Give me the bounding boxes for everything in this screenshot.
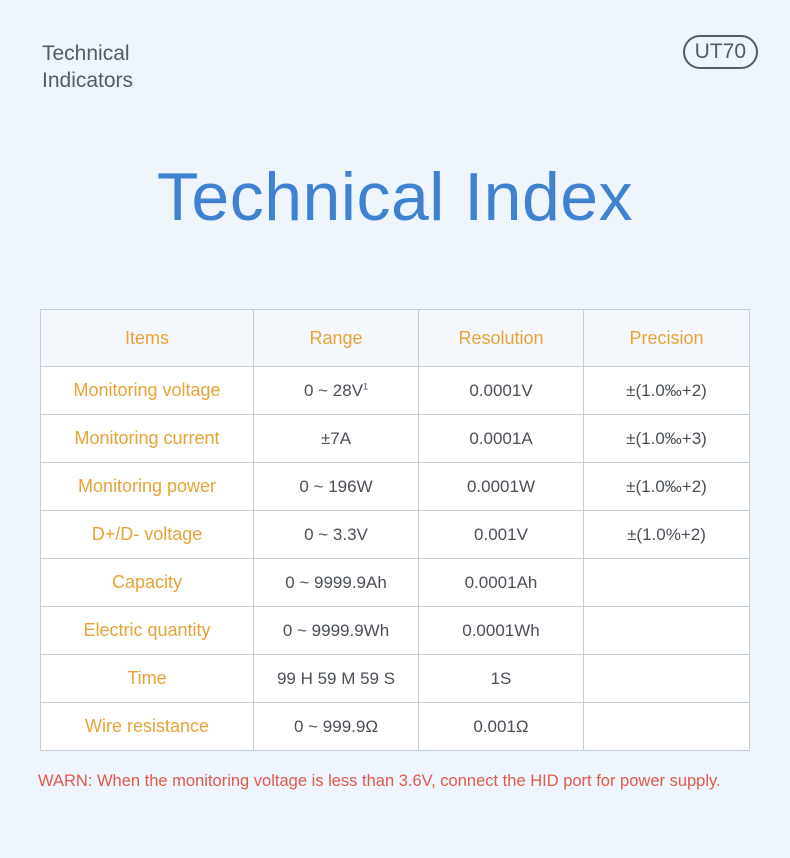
range-cell: ±7A (254, 415, 419, 463)
resolution-cell: 0.0001Wh (419, 607, 584, 655)
table-row (41, 655, 750, 703)
table-row (41, 415, 750, 463)
range-value: 0 ~ 28V (303, 380, 364, 400)
precision-cell: ±(1.0%+2) (584, 511, 750, 559)
item-cell: D+/D- voltage (41, 511, 254, 559)
item-cell: Monitoring voltage (41, 367, 254, 415)
precision-cell (584, 655, 750, 703)
resolution-cell: 0.0001A (419, 415, 584, 463)
table-header-row (41, 310, 750, 367)
range-cell: 0 ~ 3.3V (254, 511, 419, 559)
range-cell: 0 ~ 9999.9Wh (254, 607, 419, 655)
table-row (41, 463, 750, 511)
precision-cell: ±(1.0‰+2) (584, 367, 750, 415)
item-cell: Electric quantity (41, 607, 254, 655)
precision-cell (584, 703, 750, 751)
range-cell: 0 ~ 9999.9Ah (254, 559, 419, 607)
page-title: Technical Index (156, 159, 634, 235)
table-row (41, 559, 750, 607)
item-cell: Wire resistance (41, 703, 254, 751)
precision-cell (584, 607, 750, 655)
table-row (41, 367, 750, 415)
range-footnote: 1 (363, 380, 369, 391)
table-row (41, 607, 750, 655)
item-cell: Monitoring power (41, 463, 254, 511)
item-cell: Time (41, 655, 254, 703)
resolution-cell: 0.0001W (419, 463, 584, 511)
resolution-cell: 0.001V (419, 511, 584, 559)
item-cell: Capacity (41, 559, 254, 607)
item-cell: Monitoring current (41, 415, 254, 463)
table-row (41, 703, 750, 751)
resolution-cell: 1S (419, 655, 584, 703)
column-header-items: Items (41, 310, 254, 367)
model-badge: UT70 (683, 35, 758, 69)
resolution-cell: 0.001Ω (419, 703, 584, 751)
resolution-cell: 0.0001V (419, 367, 584, 415)
range-cell (254, 367, 419, 415)
precision-cell (584, 559, 750, 607)
precision-cell: ±(1.0‰+2) (584, 463, 750, 511)
column-header-precision: Precision (584, 310, 750, 367)
precision-cell: ±(1.0‰+3) (584, 415, 750, 463)
spec-table (40, 309, 750, 751)
range-cell: 0 ~ 196W (254, 463, 419, 511)
column-header-range: Range (254, 310, 419, 367)
range-cell: 99 H 59 M 59 S (254, 655, 419, 703)
section-label: Technical Indicators (42, 42, 134, 92)
range-cell: 0 ~ 999.9Ω (254, 703, 419, 751)
column-header-resolution: Resolution (419, 310, 584, 367)
warning-note: WARN: When the monitoring voltage is less than 3.6V, connect the HID port for power supply. (38, 772, 721, 790)
resolution-cell: 0.0001Ah (419, 559, 584, 607)
table-row (41, 511, 750, 559)
